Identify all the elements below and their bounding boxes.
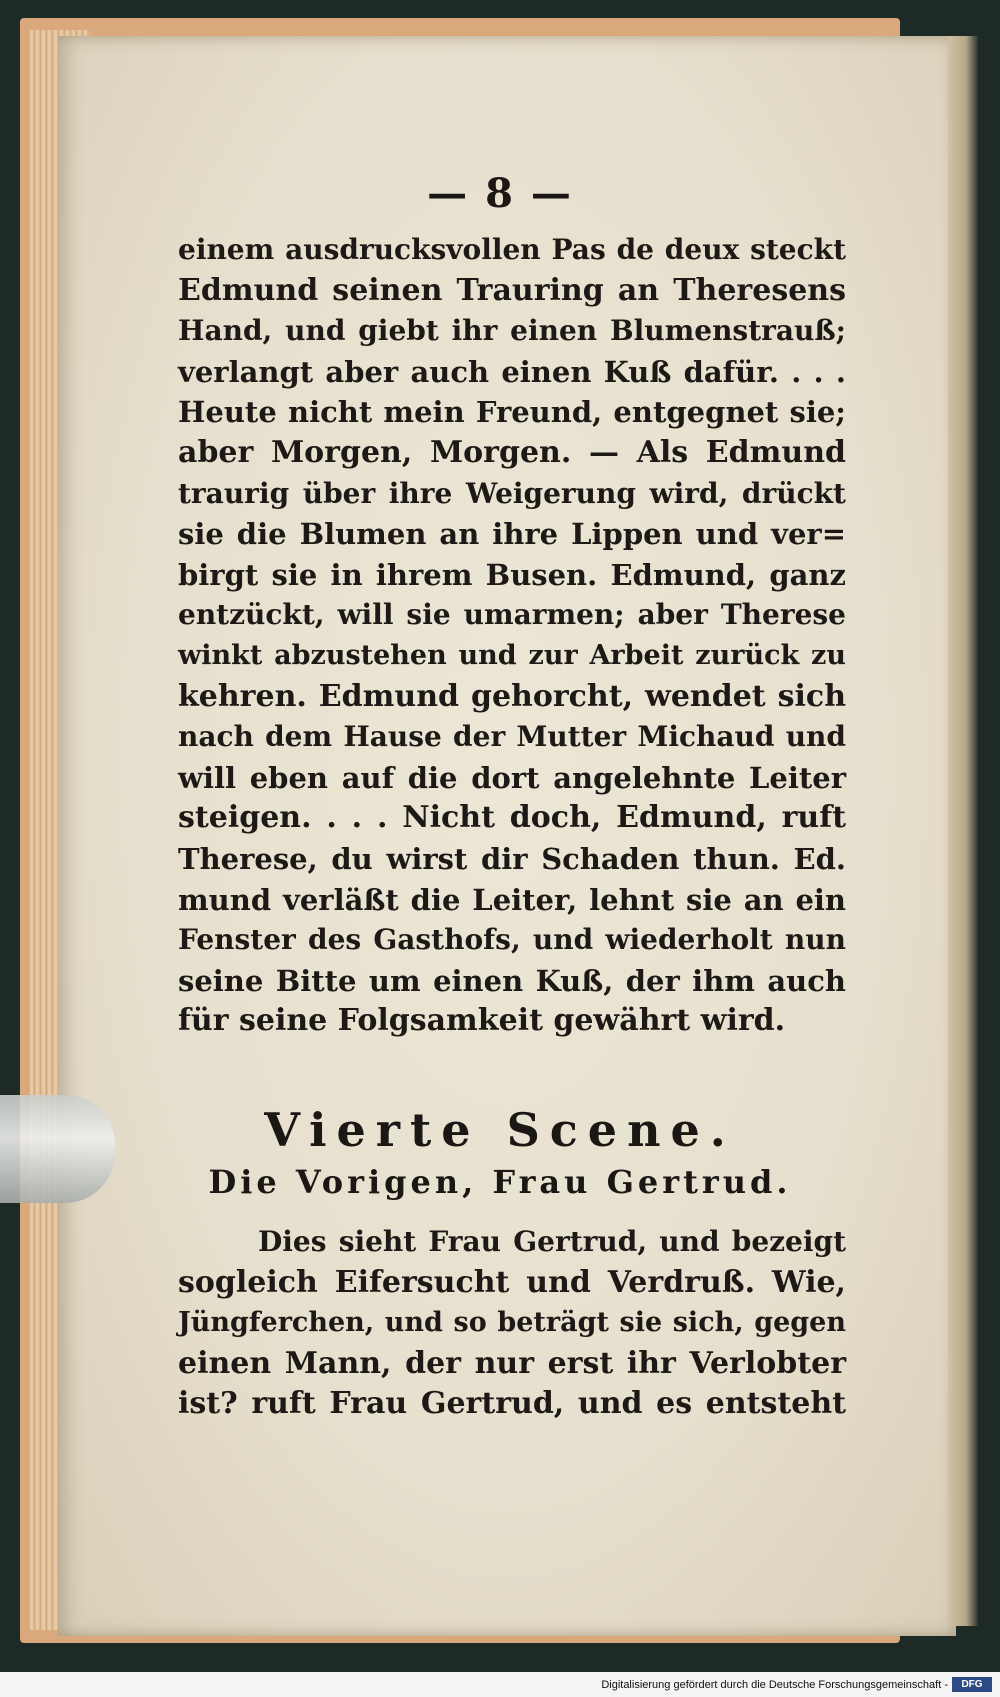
- text-line: kehren. Edmund gehorcht, wendet sich: [178, 678, 846, 714]
- text-line: verlangt aber auch einen Kuß dafür. . . .: [178, 354, 846, 389]
- paragraph-1: [178, 230, 846, 1042]
- text-line: will eben auf die dort angelehnte Leiter: [178, 760, 846, 795]
- text-line: für seine Folgsamkeit gewährt wird.: [178, 1003, 786, 1039]
- text-line: Fenster des Gasthofs, und wiederholt nun: [178, 923, 846, 957]
- text-line: Therese, du wirst dir Schaden thun. Ed.: [178, 841, 846, 876]
- text-line: einen Mann, der nur erst ihr Verlobter: [178, 1345, 846, 1381]
- scene-heading: Vierte Scene.: [264, 1103, 736, 1157]
- paragraph-2: [178, 1222, 846, 1425]
- page-number: — 8 —: [427, 170, 573, 217]
- digitization-credit: Digitalisierung gefördert durch die Deutsche Forschungsgemeinschaft -: [601, 1679, 948, 1691]
- text-line: Hand, und giebt ihr einen Blumenstrauß;: [178, 314, 846, 348]
- text-line: aber Morgen, Morgen. — Als Edmund: [178, 434, 846, 470]
- text-line: einem ausdrucksvollen Pas de deux steckt: [178, 233, 846, 266]
- text-line: sie die Blumen an ihre Lippen und ver=: [178, 517, 846, 552]
- text-line: nach dem Hause der Mutter Michaud und: [178, 720, 846, 754]
- text-line: Edmund seinen Trauring an Theresens: [178, 272, 846, 308]
- text-line: Heute nicht mein Freund, entgegnet sie;: [178, 395, 846, 430]
- scene-cast: Die Vorigen, Frau Gertrud.: [208, 1163, 792, 1201]
- text-line: Dies sieht Frau Gertrud, und bezeigt: [258, 1225, 846, 1258]
- text-line: ist? ruft Frau Gertrud, und es entsteht: [178, 1386, 846, 1422]
- text-line: birgt sie in ihrem Busen. Edmund, ganz: [178, 557, 846, 592]
- dfg-logo: DFG: [952, 1677, 992, 1692]
- text-line: traurig über ihre Weigerung wird, drückt: [178, 476, 846, 510]
- text-line: steigen. . . . Nicht doch, Edmund, ruft: [178, 800, 846, 836]
- text-line: seine Bitte um einen Kuß, der ihm auch: [178, 963, 846, 998]
- text-line: sogleich Eifersucht und Verdruß. Wie,: [178, 1264, 846, 1300]
- text-line: Jüngferchen, und so beträgt sie sich, gegen: [178, 1307, 846, 1339]
- text-line: entzückt, will sie umarmen; aber Therese: [178, 598, 846, 632]
- text-line: winkt abzustehen und zur Arbeit zurück zu: [178, 639, 846, 671]
- page-right-edge: [948, 36, 978, 1626]
- text-line: mund verläßt die Leiter, lehnt sie an ein: [178, 882, 846, 917]
